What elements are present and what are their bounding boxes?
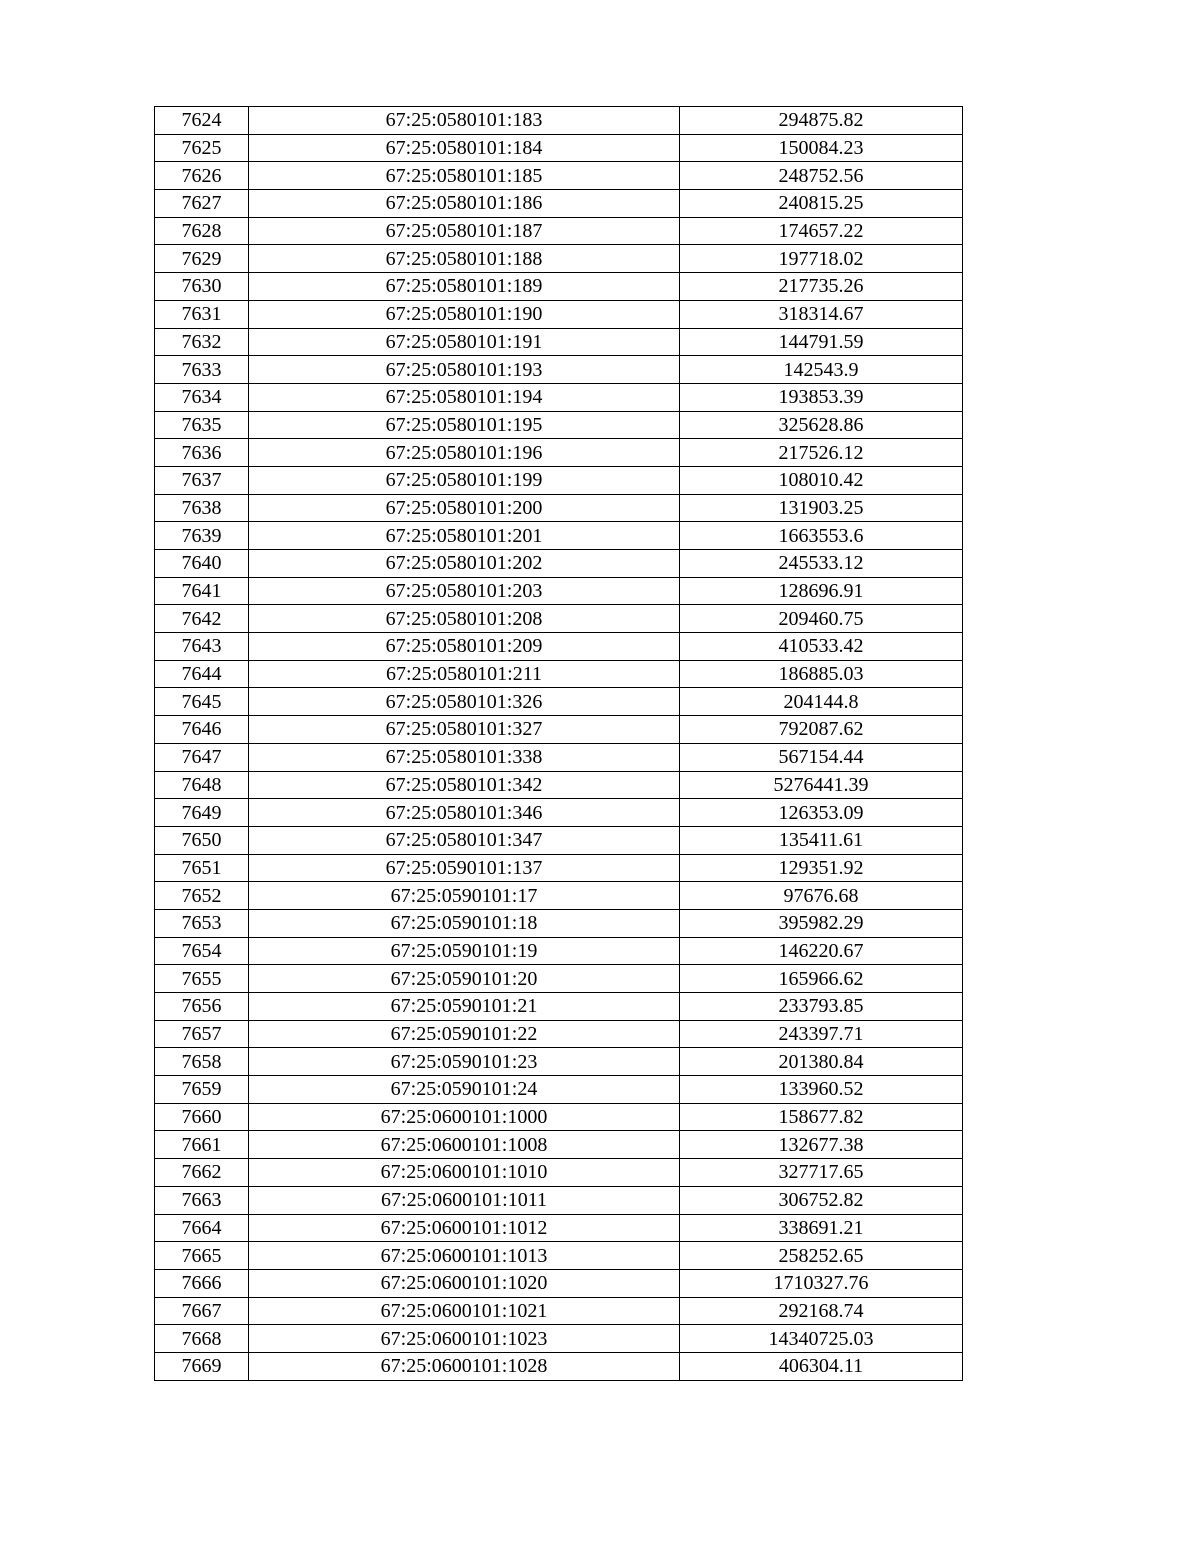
value-cell: 1710327.76	[680, 1269, 963, 1297]
cadastral-number-cell: 67:25:0580101:200	[249, 494, 680, 522]
table-row	[155, 1103, 963, 1131]
row-number-cell: 7636	[155, 439, 249, 467]
cadastral-number-cell: 67:25:0600101:1008	[249, 1131, 680, 1159]
cadastral-number-cell: 67:25:0590101:21	[249, 993, 680, 1021]
row-number-cell: 7641	[155, 577, 249, 605]
value-cell: 129351.92	[680, 854, 963, 882]
row-number-cell: 7631	[155, 300, 249, 328]
value-cell: 240815.25	[680, 190, 963, 218]
row-number-cell: 7644	[155, 660, 249, 688]
table-row	[155, 300, 963, 328]
cadastral-number-cell: 67:25:0580101:189	[249, 273, 680, 301]
value-cell: 792087.62	[680, 716, 963, 744]
value-cell: 186885.03	[680, 660, 963, 688]
value-cell: 144791.59	[680, 328, 963, 356]
cadastral-number-cell: 67:25:0580101:338	[249, 743, 680, 771]
value-cell: 165966.62	[680, 965, 963, 993]
value-cell: 5276441.39	[680, 771, 963, 799]
cadastral-number-cell: 67:25:0580101:191	[249, 328, 680, 356]
row-number-cell: 7625	[155, 134, 249, 162]
row-number-cell: 7650	[155, 826, 249, 854]
table-row	[155, 799, 963, 827]
value-cell: 233793.85	[680, 993, 963, 1021]
cadastral-number-cell: 67:25:0580101:187	[249, 217, 680, 245]
row-number-cell: 7663	[155, 1186, 249, 1214]
row-number-cell: 7655	[155, 965, 249, 993]
row-number-cell: 7648	[155, 771, 249, 799]
value-cell: 204144.8	[680, 688, 963, 716]
table-row	[155, 383, 963, 411]
row-number-cell: 7654	[155, 937, 249, 965]
value-cell: 131903.25	[680, 494, 963, 522]
value-cell: 395982.29	[680, 909, 963, 937]
table-row	[155, 328, 963, 356]
table-row	[155, 1020, 963, 1048]
row-number-cell: 7665	[155, 1242, 249, 1270]
value-cell: 258252.65	[680, 1242, 963, 1270]
cadastral-number-cell: 67:25:0580101:184	[249, 134, 680, 162]
row-number-cell: 7642	[155, 605, 249, 633]
table-row	[155, 660, 963, 688]
value-cell: 318314.67	[680, 300, 963, 328]
table-row	[155, 965, 963, 993]
row-number-cell: 7660	[155, 1103, 249, 1131]
cadastral-number-cell: 67:25:0580101:327	[249, 716, 680, 744]
value-cell: 108010.42	[680, 466, 963, 494]
value-cell: 209460.75	[680, 605, 963, 633]
table-row	[155, 273, 963, 301]
row-number-cell: 7637	[155, 466, 249, 494]
table-row	[155, 134, 963, 162]
row-number-cell: 7666	[155, 1269, 249, 1297]
row-number-cell: 7659	[155, 1076, 249, 1104]
cadastral-number-cell: 67:25:0580101:194	[249, 383, 680, 411]
data-table	[154, 106, 963, 1381]
row-number-cell: 7669	[155, 1352, 249, 1380]
value-cell: 193853.39	[680, 383, 963, 411]
cadastral-number-cell: 67:25:0580101:347	[249, 826, 680, 854]
table-body	[155, 107, 963, 1381]
value-cell: 14340725.03	[680, 1325, 963, 1353]
value-cell: 338691.21	[680, 1214, 963, 1242]
value-cell: 142543.9	[680, 356, 963, 384]
cadastral-number-cell: 67:25:0590101:18	[249, 909, 680, 937]
value-cell: 126353.09	[680, 799, 963, 827]
value-cell: 158677.82	[680, 1103, 963, 1131]
table-row	[155, 605, 963, 633]
row-number-cell: 7643	[155, 633, 249, 661]
row-number-cell: 7653	[155, 909, 249, 937]
value-cell: 410533.42	[680, 633, 963, 661]
cadastral-number-cell: 67:25:0580101:183	[249, 107, 680, 135]
table-row	[155, 1325, 963, 1353]
table-row	[155, 1186, 963, 1214]
cadastral-number-cell: 67:25:0590101:20	[249, 965, 680, 993]
table-row	[155, 1297, 963, 1325]
value-cell: 327717.65	[680, 1159, 963, 1187]
value-cell: 217735.26	[680, 273, 963, 301]
cadastral-number-cell: 67:25:0590101:17	[249, 882, 680, 910]
row-number-cell: 7647	[155, 743, 249, 771]
value-cell: 1663553.6	[680, 522, 963, 550]
table-row	[155, 1269, 963, 1297]
value-cell: 292168.74	[680, 1297, 963, 1325]
row-number-cell: 7624	[155, 107, 249, 135]
cadastral-number-cell: 67:25:0580101:211	[249, 660, 680, 688]
value-cell: 197718.02	[680, 245, 963, 273]
table-row	[155, 577, 963, 605]
table-row	[155, 217, 963, 245]
row-number-cell: 7633	[155, 356, 249, 384]
table-row	[155, 190, 963, 218]
cadastral-number-cell: 67:25:0600101:1012	[249, 1214, 680, 1242]
table-row	[155, 439, 963, 467]
table-row	[155, 494, 963, 522]
row-number-cell: 7626	[155, 162, 249, 190]
cadastral-number-cell: 67:25:0580101:209	[249, 633, 680, 661]
value-cell: 97676.68	[680, 882, 963, 910]
table-row	[155, 245, 963, 273]
table-row	[155, 1131, 963, 1159]
row-number-cell: 7646	[155, 716, 249, 744]
row-number-cell: 7658	[155, 1048, 249, 1076]
row-number-cell: 7652	[155, 882, 249, 910]
cadastral-number-cell: 67:25:0580101:202	[249, 550, 680, 578]
cadastral-number-cell: 67:25:0580101:201	[249, 522, 680, 550]
cadastral-number-cell: 67:25:0580101:188	[249, 245, 680, 273]
row-number-cell: 7656	[155, 993, 249, 1021]
cadastral-number-cell: 67:25:0580101:185	[249, 162, 680, 190]
row-number-cell: 7657	[155, 1020, 249, 1048]
cadastral-number-cell: 67:25:0580101:203	[249, 577, 680, 605]
row-number-cell: 7645	[155, 688, 249, 716]
value-cell: 325628.86	[680, 411, 963, 439]
cadastral-number-cell: 67:25:0600101:1013	[249, 1242, 680, 1270]
value-cell: 248752.56	[680, 162, 963, 190]
table-row	[155, 826, 963, 854]
table-row	[155, 107, 963, 135]
row-number-cell: 7634	[155, 383, 249, 411]
table-row	[155, 937, 963, 965]
row-number-cell: 7664	[155, 1214, 249, 1242]
value-cell: 306752.82	[680, 1186, 963, 1214]
value-cell: 294875.82	[680, 107, 963, 135]
cadastral-number-cell: 67:25:0580101:199	[249, 466, 680, 494]
value-cell: 217526.12	[680, 439, 963, 467]
table-row	[155, 743, 963, 771]
cadastral-number-cell: 67:25:0580101:342	[249, 771, 680, 799]
table-row	[155, 1352, 963, 1380]
value-cell: 245533.12	[680, 550, 963, 578]
table-row	[155, 1242, 963, 1270]
value-cell: 132677.38	[680, 1131, 963, 1159]
cadastral-number-cell: 67:25:0580101:346	[249, 799, 680, 827]
row-number-cell: 7639	[155, 522, 249, 550]
row-number-cell: 7667	[155, 1297, 249, 1325]
cadastral-number-cell: 67:25:0580101:190	[249, 300, 680, 328]
value-cell: 201380.84	[680, 1048, 963, 1076]
cadastral-number-cell: 67:25:0590101:22	[249, 1020, 680, 1048]
cadastral-number-cell: 67:25:0580101:326	[249, 688, 680, 716]
value-cell: 243397.71	[680, 1020, 963, 1048]
row-number-cell: 7629	[155, 245, 249, 273]
table-row	[155, 909, 963, 937]
table-row	[155, 411, 963, 439]
row-number-cell: 7668	[155, 1325, 249, 1353]
row-number-cell: 7651	[155, 854, 249, 882]
cadastral-number-cell: 67:25:0580101:186	[249, 190, 680, 218]
table-row	[155, 162, 963, 190]
cadastral-number-cell: 67:25:0600101:1020	[249, 1269, 680, 1297]
cadastral-number-cell: 67:25:0600101:1023	[249, 1325, 680, 1353]
value-cell: 174657.22	[680, 217, 963, 245]
row-number-cell: 7628	[155, 217, 249, 245]
row-number-cell: 7635	[155, 411, 249, 439]
cadastral-number-cell: 67:25:0590101:23	[249, 1048, 680, 1076]
table-row	[155, 1048, 963, 1076]
cadastral-number-cell: 67:25:0590101:24	[249, 1076, 680, 1104]
table-row	[155, 1076, 963, 1104]
value-cell: 133960.52	[680, 1076, 963, 1104]
row-number-cell: 7661	[155, 1131, 249, 1159]
row-number-cell: 7630	[155, 273, 249, 301]
value-cell: 128696.91	[680, 577, 963, 605]
cadastral-number-cell: 67:25:0580101:208	[249, 605, 680, 633]
table-row	[155, 854, 963, 882]
cadastral-number-cell: 67:25:0600101:1010	[249, 1159, 680, 1187]
table-row	[155, 882, 963, 910]
cadastral-number-cell: 67:25:0580101:193	[249, 356, 680, 384]
table-row	[155, 466, 963, 494]
row-number-cell: 7627	[155, 190, 249, 218]
row-number-cell: 7640	[155, 550, 249, 578]
value-cell: 146220.67	[680, 937, 963, 965]
value-cell: 567154.44	[680, 743, 963, 771]
cadastral-number-cell: 67:25:0590101:19	[249, 937, 680, 965]
table-row	[155, 356, 963, 384]
cadastral-number-cell: 67:25:0600101:1021	[249, 1297, 680, 1325]
row-number-cell: 7632	[155, 328, 249, 356]
row-number-cell: 7649	[155, 799, 249, 827]
cadastral-number-cell: 67:25:0580101:195	[249, 411, 680, 439]
cadastral-number-cell: 67:25:0600101:1011	[249, 1186, 680, 1214]
value-cell: 135411.61	[680, 826, 963, 854]
table-row	[155, 522, 963, 550]
table-row	[155, 633, 963, 661]
cadastral-number-cell: 67:25:0600101:1000	[249, 1103, 680, 1131]
value-cell: 406304.11	[680, 1352, 963, 1380]
table-row	[155, 550, 963, 578]
table-row	[155, 1159, 963, 1187]
table-row	[155, 716, 963, 744]
cadastral-number-cell: 67:25:0600101:1028	[249, 1352, 680, 1380]
table-row	[155, 1214, 963, 1242]
cadastral-number-cell: 67:25:0580101:196	[249, 439, 680, 467]
table-row	[155, 771, 963, 799]
value-cell: 150084.23	[680, 134, 963, 162]
table-row	[155, 688, 963, 716]
row-number-cell: 7638	[155, 494, 249, 522]
row-number-cell: 7662	[155, 1159, 249, 1187]
table-row	[155, 993, 963, 1021]
cadastral-number-cell: 67:25:0590101:137	[249, 854, 680, 882]
